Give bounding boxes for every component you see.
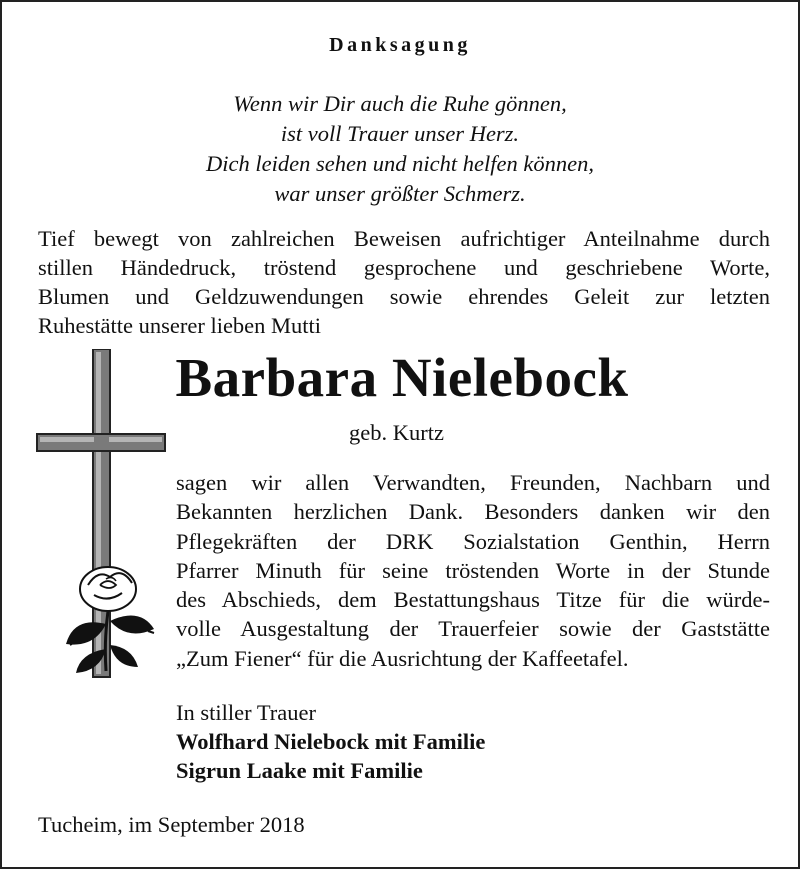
signoff	[176, 698, 485, 785]
thanks-line: Pfarrer Minuth für seine tröstenden Worte in der Stunde	[176, 557, 770, 583]
intro-paragraph	[38, 224, 770, 340]
poem-line: Wenn wir Dir auch die Ruhe gönnen,	[233, 91, 567, 116]
intro-line: Blumen und Geldzuwendungen sowie ehrendes Geleit zur letzten	[38, 284, 770, 309]
intro-line: Ruhestätte unserer lieben Mutti	[38, 313, 322, 338]
maiden-name: geb. Kurtz	[349, 420, 444, 445]
intro-line: stillen Händedruck, tröstend gesprochene und geschriebene Worte,	[38, 255, 770, 280]
deceased-name: Barbara Nielebock	[175, 347, 629, 408]
signoff-family-1: Wolfhard Nielebock mit Familie	[176, 729, 486, 754]
place-date: Tucheim, im September 2018	[38, 812, 305, 837]
thanks-line: „Zum Fiener“ für die Ausrichtung der Kaffeetafel.	[176, 645, 629, 671]
thanks-paragraph	[176, 468, 770, 673]
thanks-line: sagen wir allen Verwandten, Freunden, Nachbarn und	[176, 470, 770, 495]
poem-line: Dich leiden sehen und nicht helfen können,	[205, 151, 594, 176]
intro-line: Tief bewegt von zahlreichen Beweisen aufrichtiger Anteilnahme durch	[38, 226, 770, 251]
poem	[2, 89, 798, 209]
thanks-line: des Abschieds, dem Bestattungshaus Titze für die würde-	[176, 587, 770, 613]
poem-line: war unser größter Schmerz.	[274, 181, 526, 206]
poem-line: ist voll Trauer unser Herz.	[280, 121, 520, 146]
thanks-line: Pflegekräften der DRK Sozialstation Genthin, Herrn	[176, 528, 770, 554]
signoff-family-2: Sigrun Laake mit Familie	[176, 758, 423, 783]
signoff-line: In stiller Trauer	[176, 700, 316, 725]
notice-heading: Danksagung	[329, 34, 471, 56]
thanks-line: Bekannten herzlichen Dank. Besonders danken wir den	[176, 499, 770, 525]
thanks-line: volle Ausgestaltung der Trauerfeier sowie der Gaststätte	[176, 616, 770, 642]
